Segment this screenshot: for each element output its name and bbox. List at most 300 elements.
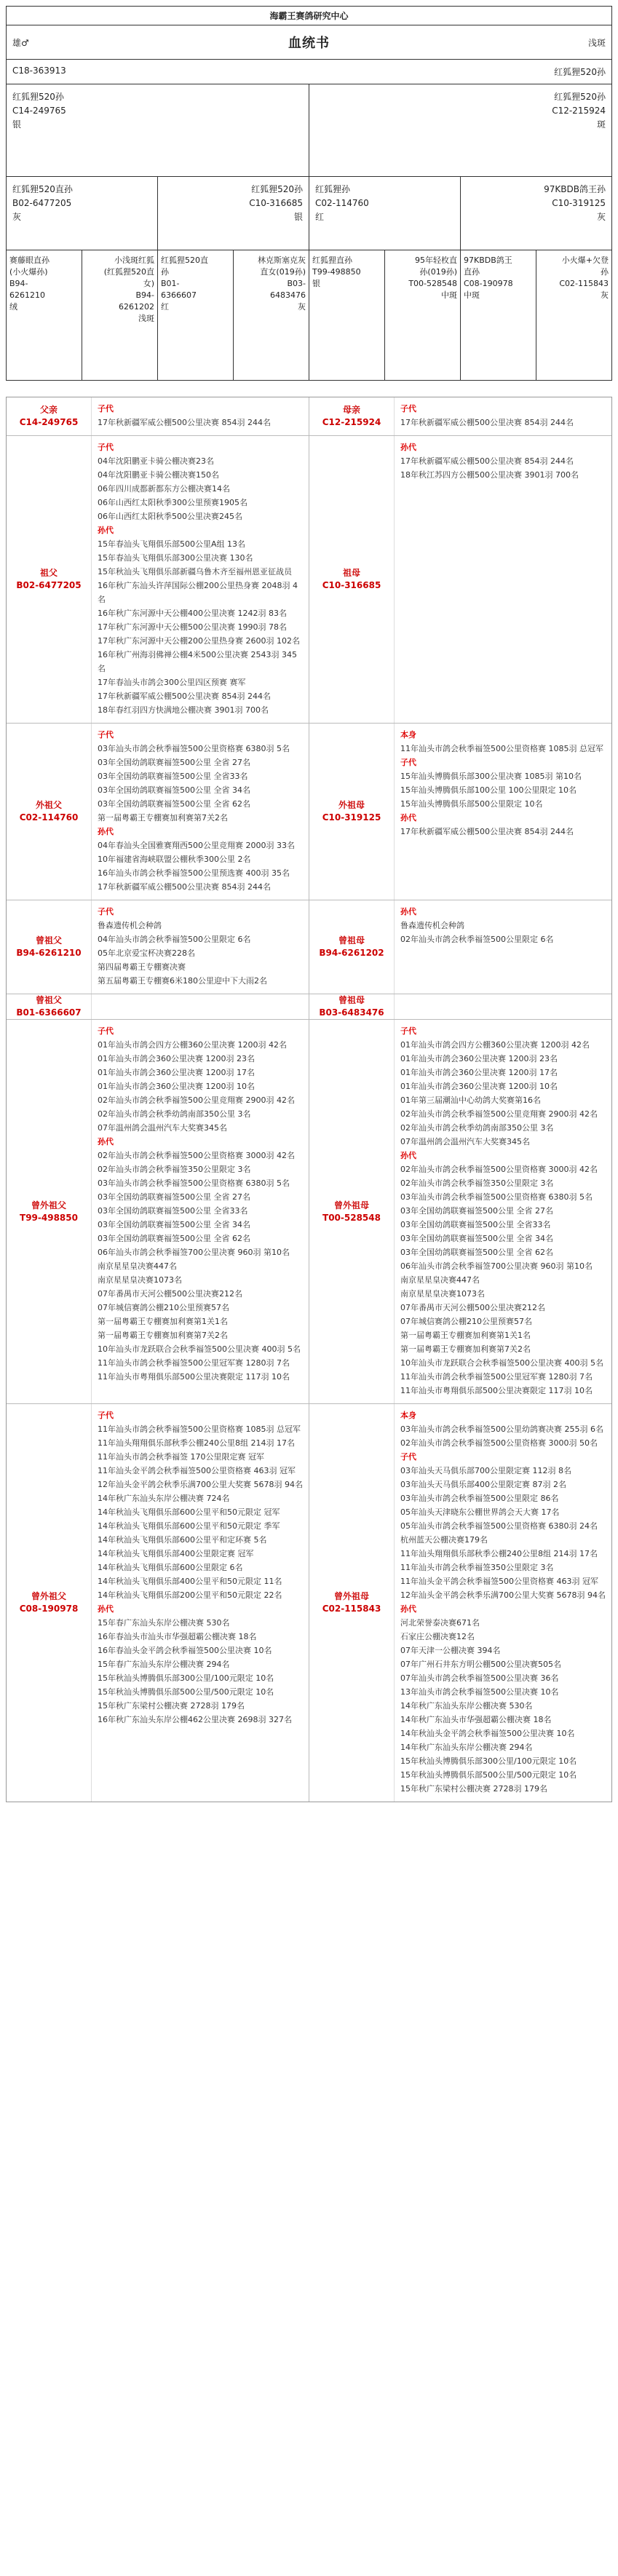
performance-row (7, 436, 611, 724)
race-records (92, 1020, 309, 1403)
performance-cell (309, 900, 611, 994)
ancestor-role: 祖父 (39, 568, 58, 578)
performance-cell (309, 994, 611, 1019)
pedigree-cell-line: 林克斯塞克灰 (258, 255, 306, 265)
race-record: 第一届粤霸王专棚赛加利赛第7关2名 (400, 1344, 531, 1354)
race-record: 07年天津一公棚决赛 394名 (400, 1646, 501, 1655)
pedigree-cell-line: 红 (161, 302, 169, 312)
pedigree-cell-line: 6366607 (161, 290, 197, 300)
race-record: 15年汕头博腾俱乐部100公里 100公里限定 10名 (400, 785, 577, 795)
color-label: 浅斑 (587, 37, 606, 48)
pedigree-cell-line: B02-6477205 (12, 198, 72, 208)
ancestor-label (309, 436, 395, 723)
race-record: 01年第三届潮汕中心幼鸽大奖赛第16名 (400, 1095, 541, 1105)
ancestor-role: 曾外祖母 (333, 1200, 369, 1210)
pedigree-cell (158, 250, 234, 380)
race-record: 17年秋广东河源中天公棚200公里热身赛 2600羽 102名 (98, 636, 300, 646)
record-section-title: 本身 (400, 730, 416, 740)
race-record: 06年山西红太阳秋季500公里决赛245名 (98, 512, 242, 521)
race-record: 15年汕头博腾俱乐部500公里限定 10名 (400, 799, 543, 809)
pedigree-cell (309, 84, 611, 176)
race-record: 03年全国幼鸽联赛福签500公里 全省 34名 (400, 1234, 553, 1243)
performance-row (7, 900, 611, 994)
record-section-title: 子代 (98, 404, 114, 413)
pedigree-cell-line: 灰 (12, 212, 22, 222)
record-section-title: 孙代 (98, 1137, 114, 1146)
pedigree-cell-line: 红狐狸520孙 (251, 184, 303, 194)
pedigree-cell (461, 250, 536, 380)
pedigree-cell-line: T00-528548 (408, 279, 457, 288)
race-record: 07年汕头市鸽会秋季福签500公里决赛 36名 (400, 1673, 559, 1683)
race-record: 南京星星皇决赛1073名 (400, 1289, 485, 1299)
ancestor-ring: C10-319125 (322, 812, 381, 823)
performance-cell (7, 900, 309, 994)
pedigree-cell (82, 250, 158, 380)
race-record: 01年汕头市鸽会360公里决赛 1200羽 10名 (400, 1082, 558, 1091)
race-record: 03年全国幼鸽联赛福签500公里 全省 62名 (98, 1234, 250, 1243)
race-record: 03年汕头天马俱乐部400公里限定赛 87羽 2名 (400, 1480, 566, 1489)
race-record: 第一届粤霸王专棚赛加利赛第1关1名 (98, 1317, 228, 1326)
race-record: 07年城信赛鸽公棚210公里预赛57名 (400, 1317, 532, 1326)
ring-number: C18-363913 (12, 66, 66, 76)
race-record: 鲁森遗传机会种鸽 (400, 921, 464, 930)
ancestor-role: 曾祖父 (35, 935, 62, 946)
race-records (395, 1020, 611, 1403)
race-record: 11年汕头市粤翔俱乐部500公里决赛限定 117羽 10名 (400, 1386, 593, 1395)
race-record: 13年汕头市鸽会秋季福签500公里决赛 10名 (400, 1687, 559, 1697)
pedigree-cell-line: 灰 (601, 290, 609, 300)
generation-2 (7, 177, 611, 250)
pedigree-cell-line: 95年轻枚直 (415, 255, 457, 265)
pedigree-cell-line: 浅斑 (138, 314, 154, 323)
pedigree-cell (7, 84, 309, 176)
record-section-title: 孙代 (98, 827, 114, 836)
race-record: 15年秋广东梁村公棚决赛 2728羽 179名 (98, 1701, 245, 1711)
ancestor-role: 曾祖母 (338, 995, 365, 1005)
pedigree-cell-line: 红狐狸直孙 (312, 255, 352, 265)
pedigree-cell (234, 250, 309, 380)
race-record: 05年汕头天津晓东公棚世界鸽会天大赛 17名 (400, 1507, 560, 1517)
race-record: 02年汕头市鸽会秋季幼鸽南部350公里 3名 (98, 1109, 251, 1119)
race-record: 03年汕头市鸽会秋季福签500公里限定 86名 (400, 1494, 559, 1503)
race-record: 第一届粤霸王专棚赛加利赛第1关1名 (400, 1331, 531, 1340)
ancestor-role: 曾外祖父 (31, 1200, 66, 1210)
pedigree-cell-line: 97KBDB鸽王孙 (544, 184, 606, 194)
race-record: 14年秋广东汕头东岸公棚决赛 724名 (98, 1494, 230, 1503)
race-records (92, 436, 309, 723)
performance-cell (7, 397, 309, 435)
ancestor-ring: B01-6366607 (16, 1007, 82, 1018)
race-record: 03年全国幼鸽联赛福签500公里 全省 27名 (400, 1206, 553, 1216)
race-record: 14年秋汕头金平鸽会秋季福签500公里决赛 10名 (400, 1729, 575, 1738)
race-record: 10年汕头市龙跃联合会秋季福签500公里决赛 400羽 5名 (400, 1358, 603, 1368)
pedigree-cell-line: 孙 (161, 267, 169, 277)
performance-cell (309, 436, 611, 723)
pedigree-cell-line: (红狐狸520直 (103, 267, 154, 277)
record-section-title: 孙代 (400, 813, 416, 823)
race-record: 02年汕头市鸽会秋季福签500公里资格赛 3000羽 50名 (400, 1438, 598, 1448)
sex-label: 雄♂ (12, 37, 29, 48)
race-record: 04年沈阳鹏亚卡骑公棚决赛150名 (98, 470, 219, 480)
race-record: 11年汕头市鸽会秋季福签500公里资格赛 1085羽 总冠军 (400, 744, 603, 753)
race-record: 02年汕头市鸽会秋季福签500公里竞翔赛 2900羽 42名 (400, 1109, 598, 1119)
race-record: 12年汕头金平鸽会秋季乐满700公里大奖赛 5678羽 94名 (400, 1590, 606, 1600)
race-record: 01年汕头市鸽会360公里决赛 1200羽 23名 (98, 1054, 255, 1063)
ancestor-label (7, 397, 92, 435)
race-record: 16年汕头市鸽会秋季福签500公里预选赛 400羽 35名 (98, 868, 290, 878)
pedigree-cell (461, 177, 611, 250)
performance-cell (309, 1404, 611, 1802)
pedigree-cell-line: 红狐狸520直孙 (12, 184, 73, 194)
pedigree-cell-line: 银 (312, 279, 320, 288)
race-record: 15年秋汕头博腾俱乐部500公里/500元限定 10名 (400, 1770, 577, 1780)
race-record: 03年全国幼鸽联赛福签500公里 全省 27名 (98, 758, 250, 767)
performance-row (7, 724, 611, 900)
race-record: 14年秋汕头飞翔俱乐部200公里平和50元限定 22名 (98, 1590, 282, 1600)
race-record: 15年春广东汕头东岸公棚决赛 530名 (98, 1618, 230, 1628)
race-records (92, 397, 309, 435)
race-record: 杭州蓝天公棚决赛179名 (400, 1535, 488, 1545)
race-record: 06年四川成都新都东方公棚决赛14名 (98, 484, 230, 494)
race-record: 03年全国幼鸽联赛福签500公里 全省 27名 (98, 1192, 250, 1202)
ancestor-ring: B94-6261210 (16, 948, 82, 958)
pedigree-cell-line: C14-249765 (12, 106, 66, 116)
ancestor-label (7, 1020, 92, 1403)
performance-cell (309, 724, 611, 900)
record-section-title: 孙代 (400, 443, 416, 452)
race-records (395, 994, 611, 1019)
pedigree-cell-line: C02-114760 (315, 198, 369, 208)
race-record: 15年秋汕头博腾俱乐部300公里/100元限定 10名 (98, 1673, 274, 1683)
pedigree-cell-line: 女) (143, 279, 154, 288)
race-record: 03年全国幼鸽联赛福签500公里 全省 34名 (98, 1220, 250, 1229)
pedigree-cell-line: 红 (315, 212, 325, 222)
performance-table (6, 397, 612, 1802)
race-record: 南京星星皇决赛447名 (400, 1275, 480, 1285)
ring-lineage: 红狐狸520孙 (554, 67, 606, 77)
record-section-title: 子代 (400, 404, 416, 413)
ancestor-role: 外祖母 (338, 800, 365, 810)
race-record: 03年全国幼鸽联赛福签500公里 全省33名 (98, 1206, 248, 1216)
race-record: 14年秋广东汕头东岸公棚决赛 294名 (400, 1743, 533, 1752)
race-record: 15年秋广东梁村公棚决赛 2728羽 179名 (400, 1784, 547, 1794)
race-record: 15年春汕头飞翔俱乐部300公里决赛 130名 (98, 553, 253, 563)
race-record: 07年温州鸽会温州汽车大奖赛345名 (98, 1123, 227, 1133)
race-record: 03年全国幼鸽联赛福签500公里 全省 62名 (98, 799, 250, 809)
race-record: 11年汕头翔翔俱乐部秋季公棚240公里8组 214羽 17名 (400, 1549, 598, 1558)
race-record: 第一届粤霸王专棚赛加利赛第7关2名 (98, 813, 228, 823)
race-record: 14年秋汕头飞翔俱乐部600公里平和50元限定 季军 (98, 1521, 280, 1531)
pedigree-cell-line: 红狐狸520孙 (554, 92, 606, 102)
pedigree-cell-line: 97KBDB鸽王 (464, 255, 512, 265)
race-record: 南京星星皇决赛447名 (98, 1261, 177, 1271)
performance-row (7, 397, 611, 436)
pedigree-cell-line: C02-115843 (559, 279, 609, 288)
ring-row (7, 60, 611, 84)
race-record: 05年北京爱宝杯决赛228名 (98, 948, 195, 958)
ancestor-ring: B03-6483476 (319, 1007, 384, 1018)
record-section-title: 孙代 (98, 1604, 114, 1614)
race-record: 01年汕头市鸽会四方公棚360公里决赛 1200羽 42名 (98, 1040, 287, 1050)
record-section-title: 子代 (98, 730, 114, 740)
race-records (92, 900, 309, 994)
race-record: 03年全国幼鸽联赛福签500公里 全省33名 (400, 1220, 551, 1229)
ancestor-label (7, 994, 92, 1019)
ancestor-role: 曾祖父 (35, 995, 62, 1005)
record-section-title: 子代 (400, 1026, 416, 1036)
race-record: 11年汕头市鸽会秋季福签 170公里限定赛 冠军 (98, 1452, 264, 1462)
race-record: 15年春广东汕头东岸公棚决赛 294名 (98, 1660, 230, 1669)
race-record: 03年汕头天马俱乐部700公里限定赛 112羽 8名 (400, 1466, 571, 1475)
race-record: 17年秋新疆军威公棚500公里决赛 854羽 244名 (400, 827, 574, 836)
race-record: 03年汕头市鸽会秋季福签500公里资格赛 6380羽 5名 (98, 1178, 290, 1188)
race-record: 17年秋广东河源中天公棚500公里决赛 1990羽 78名 (98, 622, 287, 632)
ancestor-label (309, 1404, 395, 1802)
performance-cell (309, 397, 611, 435)
generation-1 (7, 84, 611, 177)
record-section-title: 子代 (98, 907, 114, 916)
ancestor-label (309, 397, 395, 435)
pedigree-cell-line: 孙(019孙) (419, 267, 457, 277)
race-record: 第一届粤霸王专棚赛加利赛第7关2名 (98, 1331, 228, 1340)
pedigree-cell (385, 250, 461, 380)
race-record: 15年汕头博腾俱乐部300公里决赛 1085羽 第10名 (400, 772, 582, 781)
race-record: 03年汕头市鸽会秋季福签500公里幼鸽赛决赛 255羽 6名 (400, 1424, 603, 1434)
pedigree-cell-line: 红狐狸孙 (315, 184, 351, 194)
ancestor-role: 曾外祖母 (333, 1591, 369, 1601)
race-record: 02年汕头市鸽会秋季福签500公里竞翔赛 2900羽 42名 (98, 1095, 295, 1105)
race-record: 第五届粤霸王专棚赛6米180公里迎中下大雨2名 (98, 976, 267, 986)
race-record: 11年汕头市鸽会秋季福签500公里资格赛 1085羽 总冠军 (98, 1424, 301, 1434)
performance-row (7, 1404, 611, 1802)
performance-cell (7, 436, 309, 723)
race-records (92, 1404, 309, 1802)
performance-cell (7, 724, 309, 900)
race-record: 15年秋汕头博腾俱乐部500公里/500元限定 10名 (98, 1687, 274, 1697)
race-record: 18年春红羽四方快满地公棚决赛 3901羽 700名 (98, 705, 269, 715)
race-record: 16年秋广东河源中天公棚400公里决赛 1242羽 83名 (98, 609, 287, 618)
race-record: 03年全国幼鸽联赛福签500公里 全省 34名 (98, 785, 250, 795)
pedigree-cell-line: 银 (293, 212, 303, 222)
ancestor-ring: C02-115843 (322, 1604, 381, 1614)
race-record: 14年秋广东汕头市华强超霸公棚决赛 18名 (400, 1715, 552, 1724)
record-section-title: 孙代 (400, 1604, 416, 1614)
pedigree-cell-line: 小浅斑红狐 (114, 255, 154, 265)
race-record: 04年沈阳鹏亚卡骑公棚决赛23名 (98, 456, 214, 466)
race-record: 17年秋新疆军威公棚500公里决赛 854羽 244名 (98, 882, 271, 892)
race-record: 07年番禺市天河公棚500公里决赛212名 (400, 1303, 545, 1312)
race-record: 06年汕头市鸽会秋季福签700公里决赛 960羽 第10名 (98, 1248, 290, 1257)
race-record: 11年汕头市鸽会秋季福签350公里限定 3名 (400, 1563, 554, 1572)
pedigree-cell (309, 250, 385, 380)
ancestor-label (7, 436, 92, 723)
performance-cell (7, 994, 309, 1019)
race-record: 05年汕头市鸽会秋季福签500公里资格赛 6380羽 24名 (400, 1521, 598, 1531)
race-record: 鲁森遗传机会种鸽 (98, 921, 162, 930)
pedigree-cell-line: B94- (135, 290, 154, 300)
pedigree-sheet (6, 6, 612, 1802)
pedigree-header (6, 6, 612, 381)
ancestor-label (7, 724, 92, 900)
pedigree-cell-line: 银 (12, 119, 22, 130)
race-record: 11年汕头市鸽会秋季福签500公里冠军赛 1280羽 7名 (98, 1358, 290, 1368)
pedigree-cell-line: 灰 (596, 212, 606, 222)
race-record: 03年汕头市鸽会秋季福签500公里资格赛 6380羽 5名 (400, 1192, 593, 1202)
pedigree-cell-line: 孙 (601, 267, 609, 277)
record-section-title: 子代 (98, 1026, 114, 1036)
pedigree-cell (309, 177, 461, 250)
race-record: 17年春汕头市鸽会300公里四区预赛 赛军 (98, 678, 246, 687)
pedigree-cell-line: 赛藤眼直孙 (9, 255, 49, 265)
ancestor-ring: B94-6261202 (319, 948, 384, 958)
pedigree-cell-line: 直女(019孙) (260, 267, 306, 277)
race-record: 18年秋江苏四方公棚500公里决赛 3901羽 700名 (400, 470, 579, 480)
pedigree-cell-line: C10-319125 (552, 198, 606, 208)
record-section-title: 孙代 (400, 907, 416, 916)
generation-3 (7, 250, 611, 380)
title-row (7, 25, 611, 60)
race-record: 03年全国幼鸽联赛福签500公里 全省33名 (98, 772, 248, 781)
ancestor-ring: C12-215924 (322, 417, 381, 427)
race-record: 01年汕头市鸽会360公里决赛 1200羽 17名 (400, 1068, 558, 1077)
race-record: 第四届粤霸王专棚赛决赛 (98, 962, 186, 972)
race-record: 04年汕头市鸽会秋季福签500公里限定 6名 (98, 935, 251, 944)
race-record: 10年汕头市龙跃联合会秋季福签500公里决赛 400羽 5名 (98, 1344, 301, 1354)
ancestor-role: 父亲 (39, 405, 58, 415)
race-record: 14年秋广东汕头东岸公棚决赛 530名 (400, 1701, 533, 1711)
race-record: 06年山西红太阳秋季300公里预赛1905名 (98, 498, 247, 507)
pedigree-cell-line: B01- (161, 279, 180, 288)
pedigree-cell-line: C08-190978 (464, 279, 513, 288)
race-records (395, 1404, 611, 1802)
ancestor-role: 外祖父 (35, 800, 62, 810)
race-record: 02年汕头市鸽会秋季福签500公里限定 6名 (400, 935, 554, 944)
ancestor-label (7, 900, 92, 994)
race-record: 03年汕头市鸽会秋季福签500公里资格赛 6380羽 5名 (98, 744, 290, 753)
org-name: 海霸王赛鸽研究中心 (7, 7, 611, 25)
pedigree-cell-line: 小火爆+欠登 (561, 255, 609, 265)
pedigree-cell (7, 177, 158, 250)
performance-row (7, 1020, 611, 1404)
pedigree-cell-line: 中斑 (441, 290, 457, 300)
race-record: 07年温州鸽会温州汽车大奖赛345名 (400, 1137, 530, 1146)
race-record: 02年汕头市鸽会秋季福签500公里资格赛 3000羽 42名 (400, 1165, 598, 1174)
race-record: 16年春汕头市汕头市华强超霸公棚决赛 18名 (98, 1632, 257, 1641)
race-record: 17年秋新疆军威公棚500公里决赛 854羽 244名 (98, 691, 271, 701)
pedigree-cell-line: T99-498850 (312, 267, 361, 277)
race-record: 07年广州石井东方明公棚500公里决赛505名 (400, 1660, 561, 1669)
pedigree-cell (536, 250, 611, 380)
race-record: 14年秋汕头飞翔俱乐部400公里限定赛 冠军 (98, 1549, 254, 1558)
record-section-title: 本身 (400, 1411, 416, 1420)
performance-row (7, 994, 611, 1020)
record-section-title: 孙代 (98, 526, 114, 535)
pedigree-cell-line: (小火爆孙) (9, 267, 48, 277)
race-record: 02年汕头市鸽会秋季福签350公里限定 3名 (400, 1178, 554, 1188)
race-record: 02年汕头市鸽会秋季幼鸽南部350公里 3名 (400, 1123, 554, 1133)
pedigree-cell-line: 中斑 (464, 290, 480, 300)
race-record: 01年汕头市鸽会360公里决赛 1200羽 10名 (98, 1082, 255, 1091)
race-records (92, 994, 309, 1019)
race-record: 17年秋新疆军威公棚500公里决赛 854羽 244名 (400, 456, 574, 466)
race-record: 14年秋汕头飞翔俱乐部400公里平和50元限定 11名 (98, 1577, 282, 1586)
ancestor-ring: C14-249765 (19, 417, 79, 427)
pedigree-cell-line: C12-215924 (552, 106, 606, 116)
ancestor-label (7, 1404, 92, 1802)
page-title: 血统书 (288, 36, 330, 51)
race-record: 14年秋汕头飞翔俱乐部600公里限定 6名 (98, 1563, 243, 1572)
record-section-title: 子代 (400, 758, 416, 767)
race-record: 12年汕头金平鸽会秋季乐满700公里大奖赛 5678羽 94名 (98, 1480, 303, 1489)
pedigree-cell-line: C10-316685 (249, 198, 303, 208)
pedigree-cell-line: B94- (9, 279, 28, 288)
ancestor-label (309, 994, 395, 1019)
race-record: 01年汕头市鸽会四方公棚360公里决赛 1200羽 42名 (400, 1040, 590, 1050)
race-record: 11年汕头金平鸽会秋季福签500公里资格赛 463羽 冠军 (98, 1466, 296, 1475)
ancestor-ring: C02-114760 (19, 812, 79, 823)
pedigree-cell (158, 177, 309, 250)
race-record: 03年全国幼鸽联赛福签500公里 全省 62名 (400, 1248, 553, 1257)
race-record: 02年汕头市鸽会秋季福签500公里资格赛 3000羽 42名 (98, 1151, 295, 1160)
race-record: 南京星星皇决赛1073名 (98, 1275, 182, 1285)
race-records (395, 397, 611, 435)
ancestor-ring: B02-6477205 (16, 580, 82, 590)
pedigree-cell-line: 直孙 (464, 267, 480, 277)
pedigree-cell-line: 6261210 (9, 290, 45, 300)
ancestor-ring: C10-316685 (322, 580, 381, 590)
race-record: 10年福建省海峡联盟公棚秋季300公里 2名 (98, 855, 251, 864)
ancestor-label (309, 1020, 395, 1403)
race-record: 11年汕头金平鸽会秋季福签500公里资格赛 463羽 冠军 (400, 1577, 598, 1586)
ancestor-role: 曾外祖父 (31, 1591, 66, 1601)
ancestor-role: 曾祖母 (338, 935, 365, 946)
race-record: 01年汕头市鸽会360公里决赛 1200羽 23名 (400, 1054, 558, 1063)
pedigree-cell-line: 绒 (9, 302, 17, 312)
race-record: 04年春汕头全国雅赛翔西500公里竞翔赛 2000羽 33名 (98, 841, 295, 850)
ancestor-ring: T99-498850 (20, 1212, 78, 1223)
ancestor-label (309, 900, 395, 994)
ancestor-role: 母亲 (342, 405, 360, 415)
pedigree-cell-line: 红狐狸520孙 (12, 92, 64, 102)
pedigree-cell-line: 红狐狸520直 (161, 255, 208, 265)
race-record: 17年秋新疆军威公棚500公里决赛 854羽 244名 (98, 418, 271, 427)
race-record: 15年秋汕头飞翔俱乐部新疆乌鲁木齐至福州恩亚征战员 (98, 567, 292, 576)
race-record: 16年秋广东汕头东岸公棚462公里决赛 2698羽 327名 (98, 1715, 292, 1724)
race-record: 石家庄公棚决赛12名 (400, 1632, 475, 1641)
race-records (395, 436, 611, 723)
race-record: 河北荣誉泰决赛671名 (400, 1618, 480, 1628)
ancestor-role: 祖母 (342, 568, 360, 578)
race-record: 02年汕头市鸽会秋季福签350公里限定 3名 (98, 1165, 251, 1174)
record-section-title: 子代 (98, 443, 114, 452)
race-records (92, 724, 309, 900)
ancestor-label (309, 724, 395, 900)
record-section-title: 子代 (400, 1452, 416, 1462)
pedigree-cell-line: B03- (287, 279, 306, 288)
pedigree-cell (7, 250, 82, 380)
race-records (395, 900, 611, 994)
race-record: 11年汕头市鸽会秋季福签500公里冠军赛 1280羽 7名 (400, 1372, 593, 1382)
race-record: 15年秋汕头博腾俱乐部300公里/100元限定 10名 (400, 1756, 577, 1766)
race-record: 11年汕头翔翔俱乐部秋季公棚240公里8组 214羽 17名 (98, 1438, 295, 1448)
race-record: 01年汕头市鸽会360公里决赛 1200羽 17名 (98, 1068, 255, 1077)
pedigree-cell-line: 灰 (298, 302, 306, 312)
race-record: 07年番禺市天河公棚500公里决赛212名 (98, 1289, 242, 1299)
race-record: 11年汕头市粤翔俱乐部500公里决赛限定 117羽 10名 (98, 1372, 290, 1382)
pedigree-cell-line: 斑 (596, 119, 606, 130)
race-record: 14年秋汕头飞翔俱乐部600公里平和定环赛 5名 (98, 1535, 267, 1545)
race-records (395, 724, 611, 900)
